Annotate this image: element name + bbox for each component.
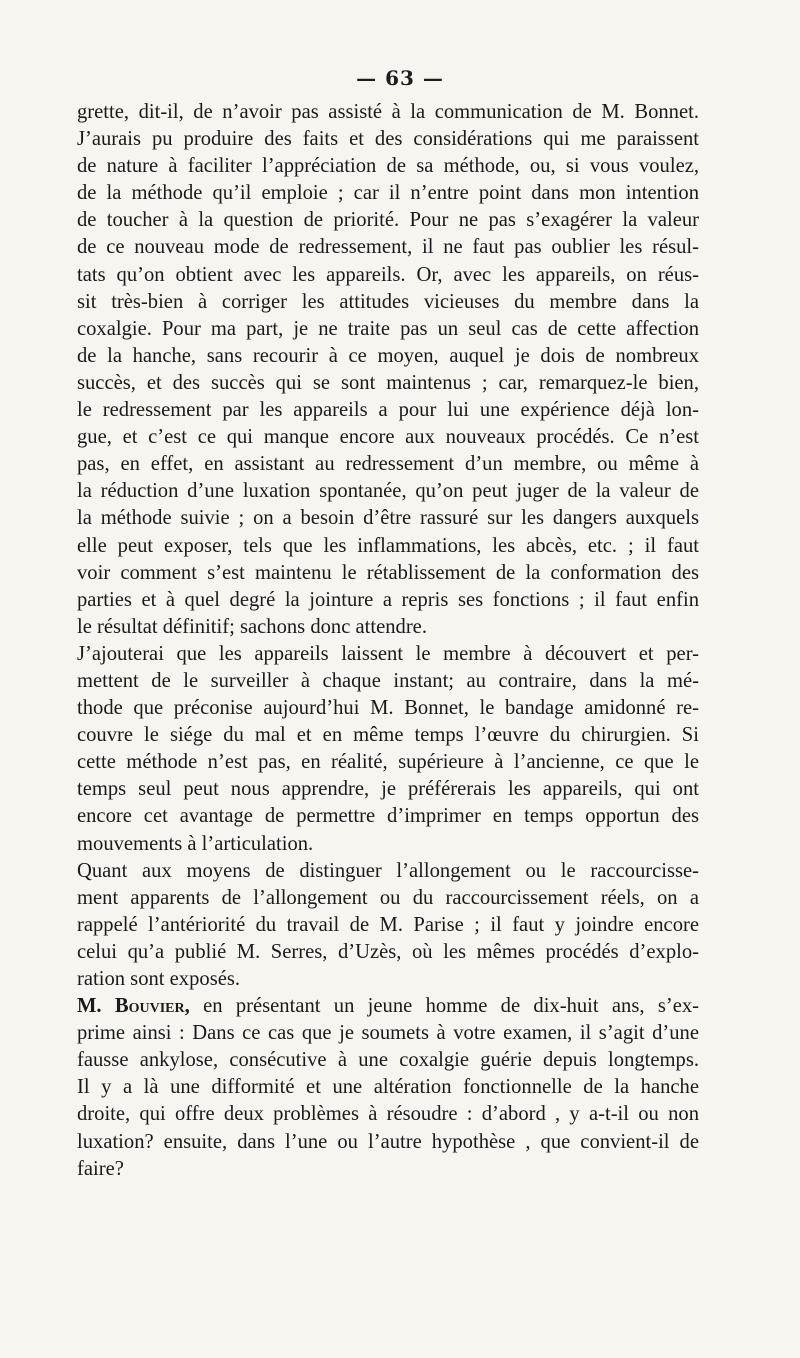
page-number-header: — 63 — <box>356 66 444 90</box>
text-line: Quant aux moyens de distinguer l’allongement ou le raccourcisse- <box>77 859 699 882</box>
text-line: la méthode suivie ; on a besoin d’être rassuré sur les dangers auxquels <box>77 507 699 530</box>
body-text <box>77 99 699 1183</box>
text-line: fausse ankylose, consécutive à une coxalgie guérie depuis longtemps. <box>77 1049 699 1072</box>
text-line: voir comment s’est maintenu le rétablissement de la conformation des <box>77 561 699 584</box>
text-line: cette méthode n’est pas, en réalité, supérieure à l’ancienne, ce que le <box>77 751 699 774</box>
text-line: le résultat définitif; sachons donc attendre. <box>77 615 427 638</box>
text-line <box>77 993 699 1020</box>
text-line: mettent de le surveiller à chaque instant; au contraire, dans la mé- <box>77 669 699 692</box>
text-line: mouvements à l’articulation. <box>77 832 314 855</box>
text-line: coxalgie. Pour ma part, je ne traite pas un seul cas de cette affection <box>77 317 699 340</box>
text-line: sit très-bien à corriger les attitudes vicieuses du membre dans la <box>77 290 699 313</box>
text-fragment: en présentant un jeune homme de dix-huit ans, s’ex- <box>189 995 699 1018</box>
text-line: de la méthode qu’il emploie ; car il n’entre point dans mon intention <box>77 182 699 205</box>
text-line: Il y a là une difformité et une altération fonctionnelle de la hanche <box>77 1076 699 1099</box>
text-line: couvre le siége du mal et en même temps l’œuvre du chirurgien. Si <box>77 724 699 747</box>
paragraph-4 <box>77 993 699 1183</box>
text-line: temps seul peut nous apprendre, je préférerais les appareils, qui ont <box>77 778 699 801</box>
text-line: elle peut exposer, tels que les inflammations, les abcès, etc. ; il faut <box>77 534 699 557</box>
text-line: de toucher à la question de priorité. Pour ne pas s’exagérer la valeur <box>77 209 699 232</box>
text-line: ration sont exposés. <box>77 968 241 990</box>
text-line: J’aurais pu produire des faits et des considérations qui me paraissent <box>77 128 699 151</box>
text-line: encore cet avantage de permettre d’imprimer en temps opportun des <box>77 805 699 828</box>
paragraph-1 <box>77 99 699 641</box>
text-line: la réduction d’une luxation spontanée, qu’on peut juger de la valeur de <box>77 480 699 503</box>
paragraph-2 <box>77 641 699 858</box>
text-line: luxation? ensuite, dans l’une ou l’autre hypothèse , que convient-il de <box>77 1130 699 1153</box>
text-line: grette, dit-il, de n’avoir pas assisté à la communication de M. Bonnet. <box>77 101 699 123</box>
paragraph-3 <box>77 858 699 993</box>
text-line: rappelé l’antériorité du travail de M. Parise ; il faut y joindre encore <box>77 913 699 936</box>
text-line: pas, en effet, en assistant au redressement d’un membre, ou même à <box>77 453 699 476</box>
text-line: faire? <box>77 1157 124 1180</box>
text-line: de nature à faciliter l’appréciation de sa méthode, ou, si vous voulez, <box>77 155 699 178</box>
text-line: droite, qui offre deux problèmes à résoudre : d’abord , y a-t-il ou non <box>77 1103 699 1126</box>
text-line: parties et à quel degré la jointure a repris ses fonctions ; il faut enfin <box>77 588 699 611</box>
text-line: ment apparents de l’allongement ou du raccourcissement réels, on a <box>77 886 699 909</box>
text-line: de ce nouveau mode de redressement, il ne faut pas oublier les résul- <box>77 236 699 259</box>
text-line: prime ainsi : Dans ce cas que je soumets à votre examen, il s’agit d’une <box>77 1022 699 1045</box>
speaker-name: M. Bouvier, <box>77 995 190 1018</box>
text-line: celui qu’a publié M. Serres, d’Uzès, où les mêmes procédés d’explo- <box>77 940 699 963</box>
text-line: succès, et des succès qui se sont maintenus ; car, remarquez-le bien, <box>77 371 699 394</box>
text-line: le redressement par les appareils a pour lui une expérience déjà lon- <box>77 399 699 422</box>
text-line: de la hanche, sans recourir à ce moyen, auquel je dois de nombreux <box>77 344 699 367</box>
text-line: tats qu’on obtient avec les appareils. Or, avec les appareils, on réus- <box>77 263 699 286</box>
text-line: gue, et c’est ce qui manque encore aux nouveaux procédés. Ce n’est <box>77 426 699 449</box>
text-line: J’ajouterai que les appareils laissent le membre à découvert et per- <box>77 642 699 665</box>
text-line: thode que préconise aujourd’hui M. Bonnet, le bandage amidonné re- <box>77 697 699 720</box>
